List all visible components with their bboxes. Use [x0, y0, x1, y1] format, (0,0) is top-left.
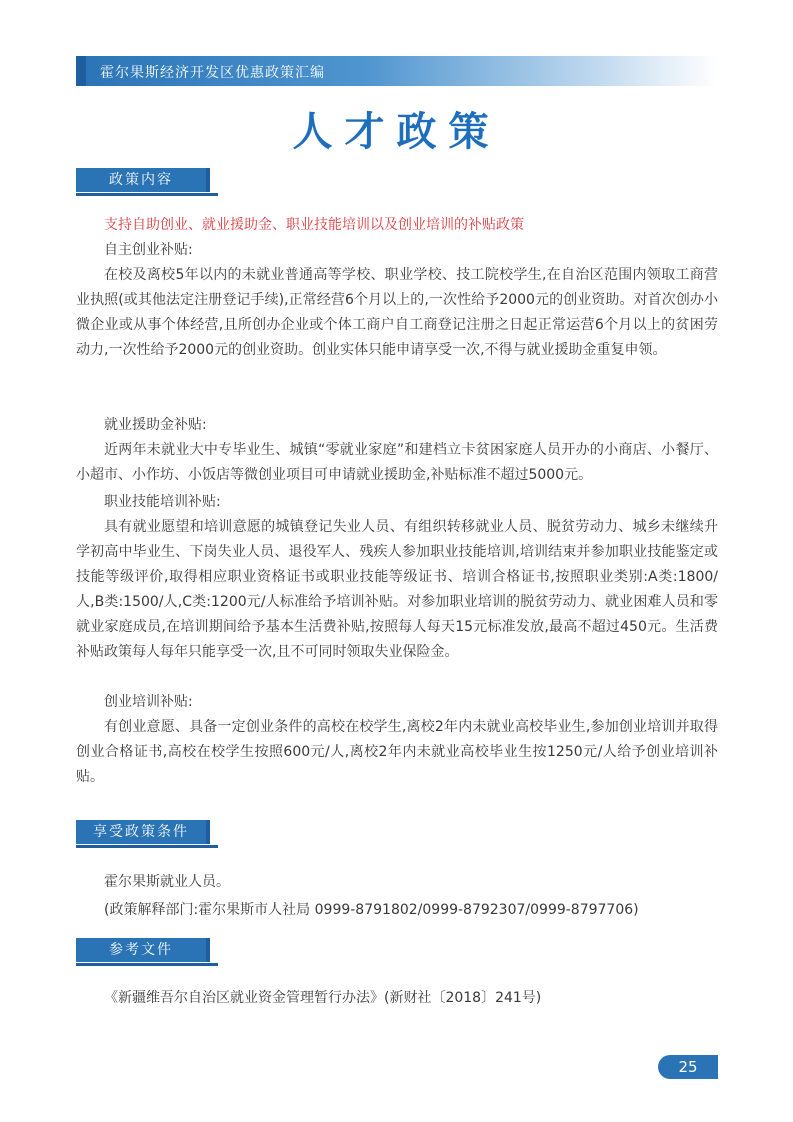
item-text-startup: 在校及离校5年以内的未就业普通高等学校、职业学校、技工院校学生,在自治区范围内领取工商营业执照(或其他法定注册登记手续),正常经营6个月以上的,一次性给予2000元的创业资助。对首次创办小微企业或从事个体经营,且所创办企业或个体工商户自工商登记注册之日起正常运营6个月以上的贫困劳动力,一次性给予2000元的创业资助。创业实体只能申请享受一次,不得与就业援助金重复申领。 [76, 267, 718, 358]
header-title: 霍尔果斯经济开发区优惠政策汇编 [100, 65, 325, 81]
section-tag-label: 政策内容 [76, 168, 210, 192]
conditions-text: 霍尔果斯就业人员。 [104, 874, 230, 890]
section-tag-underline [76, 193, 218, 196]
conditions-note: (政策解释部门:霍尔果斯市人社局 0999-8791802/0999-8792307/0999-8797706) [104, 902, 639, 918]
page-number: 25 [658, 1055, 718, 1079]
page-title: 人才政策 [292, 109, 501, 155]
reference-document: 《新疆维吾尔自治区就业资金管理暂行办法》(新财社〔2018〕241号) [104, 990, 542, 1006]
section-tag-content [76, 168, 218, 196]
item-text-startup-training: 有创业意愿、具备一定创业条件的高校在校学生,离校2年内未就业高校毕业生,参加创业培训并取得创业合格证书,高校在校学生按照600元/人,离校2年内未就业高校毕业生按1250元/人给予创业培训补贴。 [76, 719, 718, 785]
item-heading-startup-training: 创业培训补贴: [104, 694, 193, 710]
item-text-skills-training: 具有就业愿望和培训意愿的城镇登记失业人员、有组织转移就业人员、脱贫劳动力、城乡未继续升学初高中毕业生、下岗失业人员、退役军人、残疾人参加职业技能培训,培训结束并参加职业技能鉴定或技能等级评价,取得相应职业资格证书或职业技能等级证书、培训合格证书,按照职业类别:A类:1800/人,B类:1500/人,C类:1200元/人标准给予培训补贴。对参加职业培训的脱贫劳动力、就业困难人员和零就业家庭成员,在培训期间给予基本生活费补贴,按照每人每天15元标准发放,最高不超过450元。生活费补贴政策每人每年只能享受一次,且不可同时领取失业保险金。 [76, 519, 718, 660]
policy-subtitle: 支持自助创业、就业援助金、职业技能培训以及创业培训的补贴政策 [104, 217, 524, 233]
header-accent-block [76, 56, 86, 86]
item-heading-employment-aid: 就业援助金补贴: [104, 417, 207, 433]
item-heading-startup: 自主创业补贴: [104, 242, 193, 258]
item-heading-skills-training: 职业技能培训补贴: [104, 494, 221, 510]
section-tag-conditions [76, 820, 218, 848]
section-tag-label: 参考文件 [76, 938, 210, 962]
section-tag-underline [76, 963, 218, 966]
section-tag-label: 享受政策条件 [76, 820, 210, 844]
section-tag-underline [76, 845, 218, 848]
section-tag-references [76, 938, 218, 966]
item-text-employment-aid: 近两年未就业大中专毕业生、城镇“零就业家庭”和建档立卡贫困家庭人员开办的小商店、小餐厅、小超市、小作坊、小饭店等微创业项目可申请就业援助金,补贴标准不超过5000元。 [76, 442, 718, 483]
